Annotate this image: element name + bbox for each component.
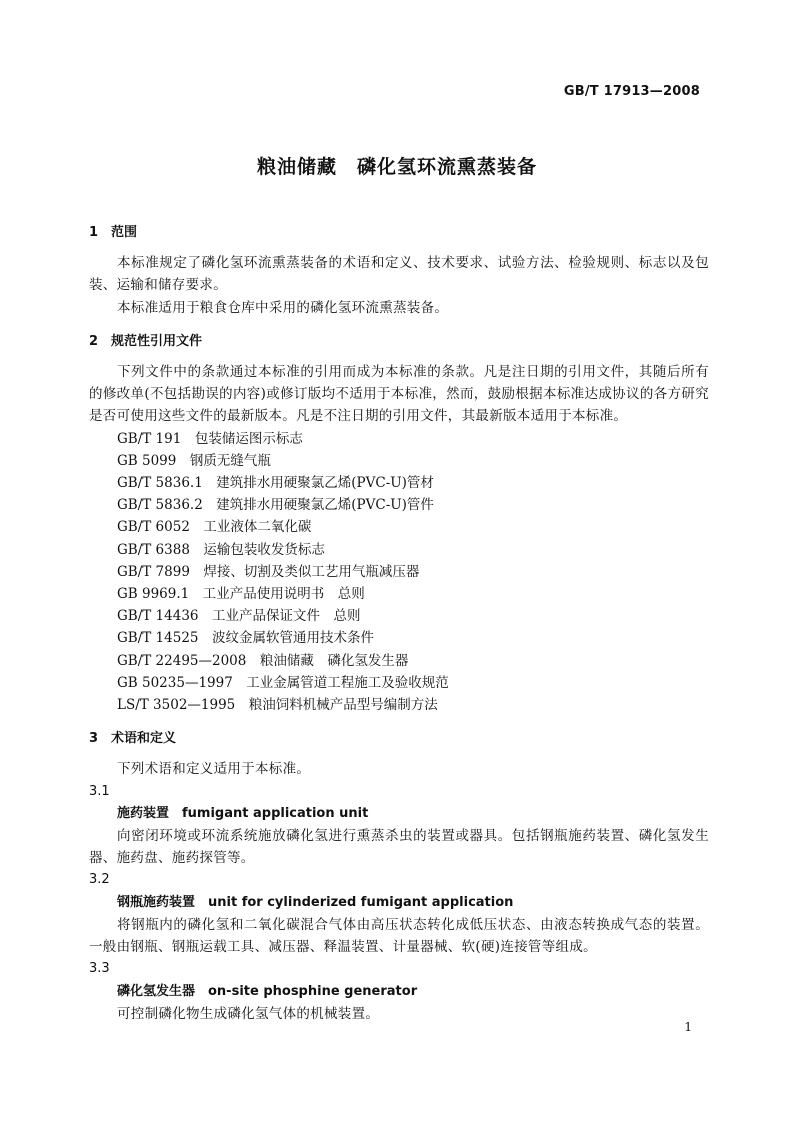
term-number: 3.1 [89,783,110,799]
document-title: 粮油储藏 磷化氢环流熏蒸装备 [256,156,537,178]
reference-item: GB/T 191 包装储运图示标志 [117,430,303,447]
paragraph: 下列术语和定义适用于本标准。 [117,761,311,778]
term-number: 3.3 [89,961,110,977]
section-number: 2 [89,333,99,349]
reference-item: GB/T 5836.2 建筑排水用硬聚氯乙烯(PVC-U)管件 [117,497,434,514]
reference-item: GB/T 14436 工业产品保证文件 总则 [117,608,361,625]
section-heading-normative-references [89,331,709,353]
reference-item: GB/T 7899 焊接、切割及类似工艺用气瓶减压器 [117,563,420,580]
term-title: 施药装置 fumigant application unit [117,805,369,821]
standard-code: GB/T 17913—2008 [563,84,700,99]
page-number: 1 [684,1020,692,1034]
reference-item: GB 5099 钢质无缝气瓶 [117,452,271,469]
reference-item: GB 50235—1997 工业金属管道工程施工及验收规范 [117,674,449,691]
section-heading-terms-definitions [89,728,709,750]
reference-item: GB/T 6388 运输包装收发货标志 [117,541,325,558]
reference-item: GB/T 22495—2008 粮油储藏 磷化氢发生器 [117,652,409,669]
term-number: 3.2 [89,872,110,888]
paragraph: 本标准适用于粮食仓库中采用的磷化氢环流熏蒸装备。 [117,299,449,316]
section-title: 术语和定义 [111,731,177,747]
section-title: 范围 [111,225,138,240]
reference-item: GB/T 14525 波纹金属软管通用技术条件 [117,630,374,647]
section-number: 3 [89,731,99,747]
term-title: 磷化氢发生器 on-site phosphine generator [117,983,418,999]
term-definition: 向密闭环境或环流系统施放磷化氢进行熏蒸杀虫的装置或器具。包括钢瓶施药装置、磷化氢发生器、施药盘、施药探管等。 [89,828,709,867]
reference-item: GB 9969.1 工业产品使用说明书 总则 [117,586,365,603]
paragraph: 本标准规定了磷化氢环流熏蒸装备的术语和定义、技术要求、试验方法、检验规则、标志以及包装、运输和储存要求。 [89,255,709,294]
document-body [89,222,709,1025]
reference-item: GB/T 5836.1 建筑排水用硬聚氯乙烯(PVC-U)管材 [117,475,434,492]
term-definition: 可控制磷化物生成磷化氢气体的机械装置。 [117,1005,380,1022]
term-title: 钢瓶施药装置 unit for cylinderized fumigant application [117,894,514,910]
reference-item: GB/T 6052 工业液体二氧化碳 [117,519,312,536]
term-definition: 将钢瓶内的磷化氢和二氧化碳混合气体由高压状态转化成低压状态、由液态转换成气态的装置。一般由钢瓶、钢瓶运载工具、减压器、释温装置、计量器械、软(硬)连接管等组成。 [89,916,709,956]
paragraph: 下列文件中的条款通过本标准的引用而成为本标准的条款。凡是注日期的引用文件，其随后所有的修改单(不包括勘误的内容)或修订版均不适用于本标准，然而，鼓励根据本标准达成协议的各方研究是否可使用这些文件的最新版本。凡是不注日期的引用文件，其最新版本适用于本标准。 [89,364,709,425]
section-number: 1 [89,225,99,240]
section-heading-scope [89,222,709,244]
section-title: 规范性引用文件 [111,333,203,349]
reference-item: LS/T 3502—1995 粮油饲料机械产品型号编制方法 [117,697,438,714]
